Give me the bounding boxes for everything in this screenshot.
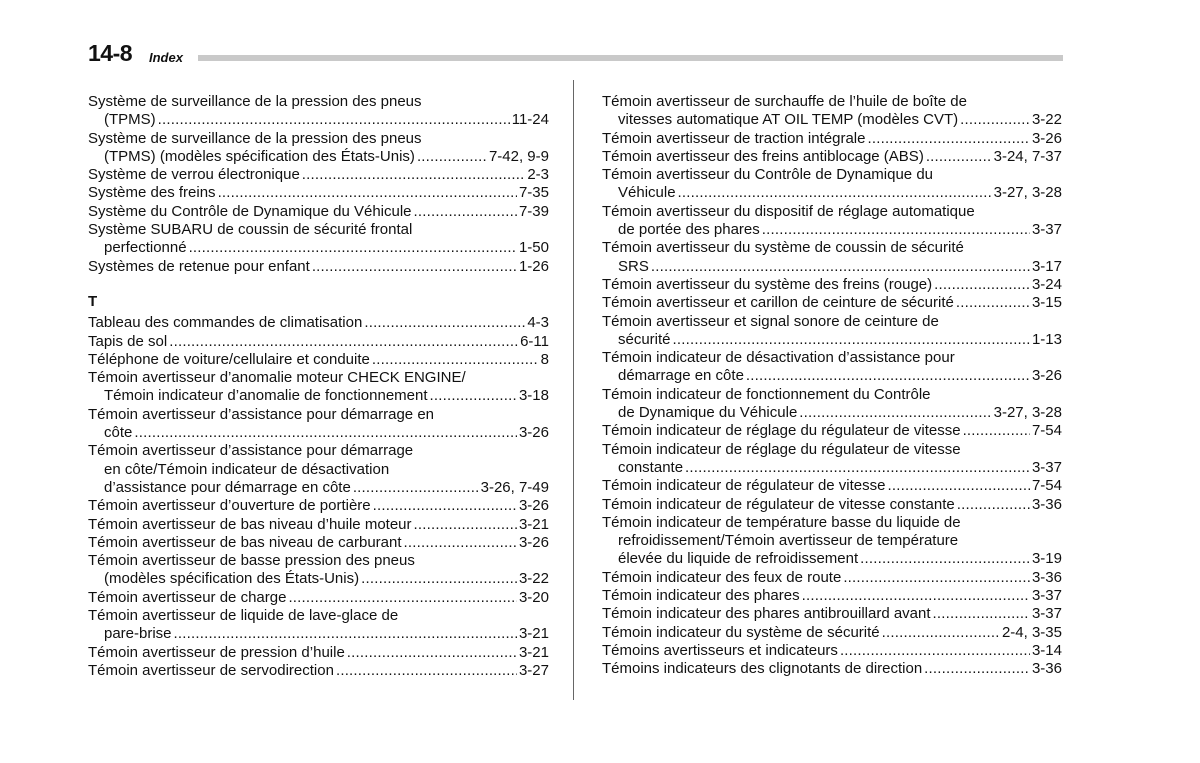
page-header xyxy=(88,40,1063,68)
entry-text: Témoin avertisseur du dispositif de réglage automatique xyxy=(602,202,975,220)
entry-page-ref: 3-27, 3-28 xyxy=(993,184,1062,202)
entry-text: Témoin avertisseur de pression d’huile xyxy=(88,643,345,661)
entry-text: Véhicule xyxy=(618,184,676,202)
entry-text: (TPMS) (modèles spécification des États-Unis) xyxy=(104,147,415,165)
index-entry xyxy=(88,130,549,167)
entry-page-ref: 3-22 xyxy=(518,570,549,588)
entry-page-ref: 1-13 xyxy=(1031,330,1062,348)
entry-text: Témoin avertisseur d’anomalie moteur CHECK ENGINE/ xyxy=(88,369,466,387)
entry-page-ref: 3-21 xyxy=(518,515,549,533)
entry-text: Témoin avertisseur de servodirection xyxy=(88,661,334,679)
dot-leader xyxy=(347,644,517,662)
entry-text: Système de verrou électronique xyxy=(88,166,300,184)
dot-leader xyxy=(960,111,1030,129)
dot-leader xyxy=(934,276,1030,294)
index-entry xyxy=(602,660,1062,678)
index-entry xyxy=(602,148,1062,166)
index-entry xyxy=(602,587,1062,605)
dot-leader xyxy=(867,130,1030,148)
section-title: Index xyxy=(149,50,183,65)
entry-text: côte xyxy=(104,424,133,442)
dot-leader xyxy=(651,258,1030,276)
dot-leader xyxy=(762,221,1030,239)
entry-text: Témoin indicateur des phares xyxy=(602,587,800,605)
entry-text: Tableau des commandes de climatisation xyxy=(88,314,363,332)
entry-text: démarrage en côte xyxy=(618,367,744,385)
dot-leader xyxy=(312,258,517,276)
entry-page-ref: 3-27, 3-28 xyxy=(993,404,1062,422)
entry-page-ref: 7-42, 9-9 xyxy=(488,147,549,165)
dot-leader xyxy=(361,570,517,588)
entry-text: Témoin indicateur de désactivation d’assistance pour xyxy=(602,349,955,367)
entry-text: Témoins indicateurs des clignotants de direction xyxy=(602,660,923,678)
entry-page-ref: 3-26, 7-49 xyxy=(480,478,549,496)
index-entry xyxy=(602,276,1062,294)
index-entry xyxy=(88,589,549,607)
index-entry xyxy=(88,221,549,258)
index-entry xyxy=(602,130,1062,148)
entry-page-ref: 6-11 xyxy=(520,332,549,350)
entry-text: Témoin avertisseur des freins antiblocage (ABS) xyxy=(602,147,924,165)
entry-page-ref: 3-26 xyxy=(518,497,549,515)
entry-text: Témoin avertisseur et carillon de ceinture de sécurité xyxy=(602,294,954,312)
index-entry xyxy=(602,239,1062,276)
dot-leader xyxy=(888,477,1030,495)
index-entry xyxy=(88,333,549,351)
dot-leader xyxy=(924,660,1030,678)
index-entry xyxy=(88,406,549,443)
dot-leader xyxy=(336,662,517,680)
dot-leader xyxy=(673,331,1030,349)
entry-page-ref: 4-3 xyxy=(527,314,549,332)
entry-text: perfectionné xyxy=(104,239,187,257)
entry-text: Témoin indicateur des feux de route xyxy=(602,568,842,586)
entry-page-ref: 7-39 xyxy=(518,202,549,220)
entry-page-ref: 3-18 xyxy=(518,387,549,405)
dot-leader xyxy=(746,367,1030,385)
index-entry xyxy=(602,313,1062,350)
entry-text: Témoin avertisseur du système de coussin de sécurité xyxy=(602,239,964,257)
index-entry xyxy=(88,644,549,662)
index-entry xyxy=(88,166,549,184)
entry-page-ref: 2-3 xyxy=(527,166,549,184)
entry-page-ref: 3-21 xyxy=(518,643,549,661)
entry-page-ref: 3-20 xyxy=(518,588,549,606)
entry-text: vitesses automatique AT OIL TEMP (modèles CVT) xyxy=(618,111,959,129)
index-entry xyxy=(88,93,549,130)
entry-text: Témoin indicateur de régulateur de vitesse xyxy=(602,477,886,495)
entry-page-ref: 1-50 xyxy=(518,239,549,257)
entry-page-ref: 3-26 xyxy=(1031,129,1062,147)
entry-text: Témoin avertisseur de charge xyxy=(88,588,287,606)
entry-text: Témoin avertisseur de liquide de lave-glace de xyxy=(88,607,399,625)
dot-leader xyxy=(353,479,479,497)
entry-page-ref: 3-24, 7-37 xyxy=(993,147,1062,165)
index-entry xyxy=(88,534,549,552)
entry-text: (TPMS) xyxy=(104,111,156,129)
dot-leader xyxy=(956,294,1030,312)
dot-leader xyxy=(414,516,517,534)
index-entry xyxy=(602,93,1062,130)
entry-text: Témoin indicateur de fonctionnement du Contrôle xyxy=(602,385,931,403)
entry-page-ref: 3-15 xyxy=(1031,294,1062,312)
entry-text: Système des freins xyxy=(88,184,216,202)
entry-text: Témoin avertisseur du système des freins (rouge) xyxy=(602,275,933,293)
dot-leader xyxy=(802,587,1030,605)
dot-leader xyxy=(840,642,1030,660)
entry-text: Témoin indicateur du système de sécurité xyxy=(602,623,880,641)
dot-leader xyxy=(218,184,517,202)
entry-page-ref: 3-26 xyxy=(518,533,549,551)
dot-leader xyxy=(963,422,1030,440)
index-entry xyxy=(602,569,1062,587)
page-number: 14-8 xyxy=(88,40,133,66)
entry-page-ref: 3-37 xyxy=(1031,458,1062,476)
entry-text: de portée des phares xyxy=(618,221,760,239)
index-column-left xyxy=(88,93,549,680)
index-entry xyxy=(88,497,549,515)
entry-text: Témoin indicateur de température basse du liquide de xyxy=(602,513,961,531)
header-rule xyxy=(198,55,1063,61)
entry-text: Système de surveillance de la pression des pneus xyxy=(88,129,422,147)
entry-text: Tapis de sol xyxy=(88,332,168,350)
entry-text: refroidissement/Témoin avertisseur de température xyxy=(618,532,959,550)
entry-text: Témoin avertisseur de surchauffe de l’huile de boîte de xyxy=(602,93,967,110)
index-entry xyxy=(88,184,549,202)
entry-text: Témoin avertisseur et signal sonore de ceinture de xyxy=(602,312,939,330)
index-entry xyxy=(602,477,1062,495)
entry-text: Témoin avertisseur d’assistance pour démarrage en xyxy=(88,405,435,423)
entry-text: Témoin avertisseur de basse pression des pneus xyxy=(88,552,415,570)
dot-leader xyxy=(843,569,1030,587)
dot-leader xyxy=(957,496,1030,514)
index-entry xyxy=(602,514,1062,569)
entry-page-ref: 8 xyxy=(540,350,549,368)
dot-leader xyxy=(174,625,517,643)
entry-page-ref: 3-24 xyxy=(1031,275,1062,293)
entry-page-ref: 3-27 xyxy=(518,661,549,679)
index-entry xyxy=(602,605,1062,623)
entry-text: SRS xyxy=(618,257,649,275)
entry-page-ref: 3-26 xyxy=(1031,367,1062,385)
index-entry xyxy=(602,386,1062,423)
entry-text: Systèmes de retenue pour enfant xyxy=(88,257,310,275)
entry-text: Témoin avertisseur de bas niveau d’huile moteur xyxy=(88,515,412,533)
entry-text: Témoin indicateur de réglage du régulateur de vitesse xyxy=(602,422,961,440)
dot-leader xyxy=(933,605,1030,623)
entry-text: Téléphone de voiture/cellulaire et conduite xyxy=(88,350,370,368)
entry-page-ref: 7-35 xyxy=(518,184,549,202)
dot-leader xyxy=(799,404,991,422)
entry-text: Témoin indicateur des phares antibrouillard avant xyxy=(602,605,931,623)
index-entry xyxy=(602,642,1062,660)
index-entry xyxy=(602,294,1062,312)
entry-text: élevée du liquide de refroidissement xyxy=(618,550,859,568)
dot-leader xyxy=(372,351,539,369)
entry-text: Système de surveillance de la pression des pneus xyxy=(88,93,422,110)
entry-page-ref: 7-54 xyxy=(1031,477,1062,495)
entry-page-ref: 3-37 xyxy=(1031,605,1062,623)
entry-text: Système du Contrôle de Dynamique du Véhicule xyxy=(88,202,412,220)
entry-page-ref: 3-21 xyxy=(518,625,549,643)
entry-page-ref: 3-22 xyxy=(1031,111,1062,129)
index-entry xyxy=(602,166,1062,203)
dot-leader xyxy=(678,184,992,202)
entry-text: Témoin avertisseur de traction intégrale xyxy=(602,129,866,147)
index-entry xyxy=(88,516,549,534)
index-entry xyxy=(88,662,549,680)
dot-leader xyxy=(373,497,517,515)
index-column-right xyxy=(602,93,1062,679)
index-entry xyxy=(602,422,1062,440)
index-entry xyxy=(88,369,549,406)
entry-text: en côte/Témoin indicateur de désactivation xyxy=(104,460,390,478)
entry-text: d’assistance pour démarrage en côte xyxy=(104,478,351,496)
entry-page-ref: 1-26 xyxy=(518,257,549,275)
dot-leader xyxy=(134,424,517,442)
index-entry xyxy=(88,607,549,644)
dot-leader xyxy=(302,166,526,184)
entry-text: Témoins avertisseurs et indicateurs xyxy=(602,641,838,659)
entry-page-ref: 7-54 xyxy=(1031,422,1062,440)
dot-leader xyxy=(685,459,1030,477)
entry-text: pare-brise xyxy=(104,625,172,643)
index-entry xyxy=(602,349,1062,386)
entry-text: Témoin avertisseur du Contrôle de Dynamique du xyxy=(602,166,934,184)
dot-leader xyxy=(860,550,1030,568)
entry-text: sécurité xyxy=(618,330,671,348)
entry-page-ref: 2-4, 3-35 xyxy=(1001,623,1062,641)
dot-leader xyxy=(158,111,510,129)
entry-page-ref: 3-17 xyxy=(1031,257,1062,275)
dot-leader xyxy=(189,239,517,257)
entry-page-ref: 11-24 xyxy=(511,111,549,129)
dot-leader xyxy=(417,148,487,166)
entry-text: Témoin avertisseur de bas niveau de carburant xyxy=(88,533,402,551)
entry-text: Système SUBARU de coussin de sécurité frontal xyxy=(88,221,413,239)
index-entry xyxy=(602,624,1062,642)
index-entry xyxy=(88,314,549,332)
index-entry xyxy=(88,203,549,221)
index-entry xyxy=(88,258,549,276)
dot-leader xyxy=(288,589,517,607)
index-entry xyxy=(602,496,1062,514)
entry-page-ref: 3-36 xyxy=(1031,660,1062,678)
dot-leader xyxy=(169,333,518,351)
index-entry xyxy=(602,203,1062,240)
entry-page-ref: 3-37 xyxy=(1031,587,1062,605)
column-divider xyxy=(573,80,574,700)
entry-page-ref: 3-26 xyxy=(518,424,549,442)
entry-text: Témoin avertisseur d’assistance pour démarrage xyxy=(88,442,414,460)
entry-text: constante xyxy=(618,458,684,476)
dot-leader xyxy=(364,314,525,332)
entry-page-ref: 3-19 xyxy=(1031,550,1062,568)
index-letter-heading: T xyxy=(88,292,98,310)
index-entry xyxy=(88,552,549,589)
entry-text: Témoin indicateur de réglage du régulateur de vitesse xyxy=(602,440,961,458)
entry-text: Témoin indicateur de régulateur de vitesse constante xyxy=(602,495,955,513)
entry-text: Témoin avertisseur d’ouverture de portière xyxy=(88,497,371,515)
entry-text: (modèles spécification des États-Unis) xyxy=(104,570,360,588)
dot-leader xyxy=(882,624,1000,642)
entry-text: de Dynamique du Véhicule xyxy=(618,404,798,422)
index-entry xyxy=(88,442,549,497)
entry-text: Témoin indicateur d’anomalie de fonctionnement xyxy=(104,387,428,405)
entry-page-ref: 3-36 xyxy=(1031,495,1062,513)
dot-leader xyxy=(404,534,517,552)
dot-leader xyxy=(414,203,517,221)
index-entry xyxy=(88,351,549,369)
entry-page-ref: 3-14 xyxy=(1031,641,1062,659)
entry-page-ref: 3-36 xyxy=(1031,568,1062,586)
entry-page-ref: 3-37 xyxy=(1031,221,1062,239)
dot-leader xyxy=(430,387,517,405)
dot-leader xyxy=(926,148,992,166)
index-entry xyxy=(602,441,1062,478)
